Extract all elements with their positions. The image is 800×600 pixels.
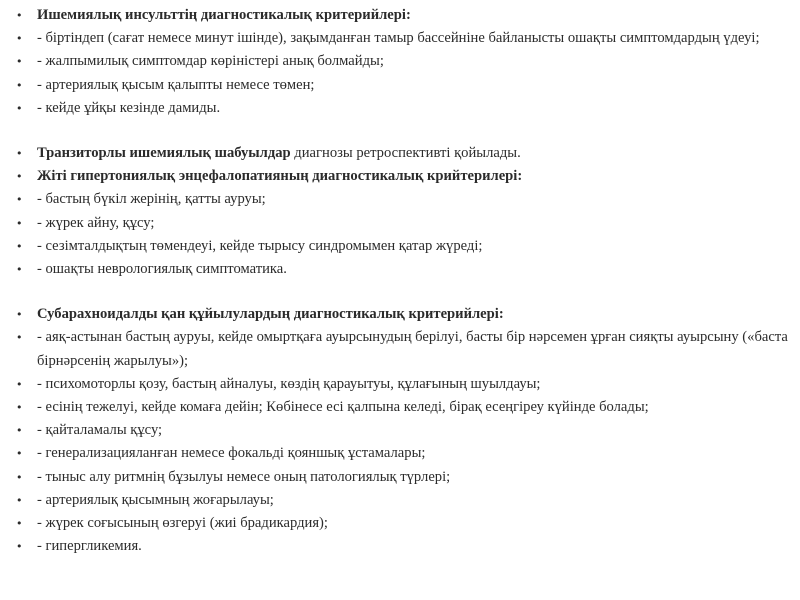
list-item bbox=[13, 535, 795, 558]
list-item bbox=[13, 97, 795, 120]
transient-item bbox=[13, 142, 795, 165]
bullet-dot: • bbox=[16, 147, 23, 161]
list-item-text: - жүрек айну, құсу; bbox=[37, 214, 155, 231]
list-item bbox=[13, 326, 795, 372]
section3-title: Субарахноидалды қан құйылулардың диагностикалық критерийлері: bbox=[37, 306, 504, 323]
list-item-text: - артериялық қысымның жоғарылауы; bbox=[37, 491, 274, 508]
bullet-dot: • bbox=[16, 447, 23, 461]
list-item-text: - аяқ-астынан бастың ауруы, кейде омыртқаға ауырсынудың берілуі, басты бір нәрсемен ұрған сияқты ауырсыну («баста бірнәрсенің жарылуы»); bbox=[37, 329, 788, 369]
bullet-dot: • bbox=[16, 32, 23, 46]
list-item bbox=[13, 512, 795, 535]
list-item-text: - жүрек соғысының өзгеруі (жиі брадикардия); bbox=[37, 515, 328, 532]
section-spacer bbox=[13, 281, 795, 303]
bullet-dot: • bbox=[16, 216, 23, 230]
bullet-dot: • bbox=[16, 308, 23, 322]
list-item bbox=[13, 50, 795, 73]
bullet-dot: • bbox=[16, 401, 23, 415]
bullet-dot: • bbox=[16, 55, 23, 69]
list-item-text: - бастың бүкіл жерінің, қатты ауруы; bbox=[37, 191, 266, 208]
bullet-dot: • bbox=[16, 193, 23, 207]
list-item bbox=[13, 373, 795, 396]
section1-title: Ишемиялық инсульттің диагностикалық критерийлері: bbox=[37, 7, 411, 23]
list-item-text: - психомоторлы қозу, бастың айналуы, көздің қарауытуы, құлағының шуылдауы; bbox=[37, 375, 541, 392]
transient-bold-term: Транзиторлы ишемиялық шабуылдар bbox=[37, 145, 291, 162]
bullet-dot: • bbox=[16, 493, 23, 507]
bullet-dot: • bbox=[16, 377, 23, 391]
bullet-dot: • bbox=[16, 470, 23, 484]
list-item bbox=[13, 419, 795, 442]
bullet-dot: • bbox=[16, 540, 23, 554]
bullet-dot: • bbox=[16, 331, 23, 345]
list-item-text: - сезімталдықтың төмендеуі, кейде тырысу синдромымен қатар жүреді; bbox=[37, 237, 483, 254]
bullet-dot: • bbox=[16, 517, 23, 531]
list-item bbox=[13, 188, 795, 211]
list-item-text: - қайталамалы құсу; bbox=[37, 422, 163, 439]
list-item bbox=[13, 74, 795, 97]
list-item-text: - кейде ұйқы кезінде дамиды. bbox=[37, 99, 221, 116]
list-item-text: - генерализацияланған немесе фокальді қояншық ұстамалары; bbox=[37, 445, 426, 462]
list-item-text: - гипергликемия. bbox=[37, 538, 142, 555]
bullet-dot: • bbox=[16, 424, 23, 438]
list-item-text: - артериялық қысым қалыпты немесе төмен; bbox=[37, 76, 315, 93]
bullet-dot: • bbox=[16, 78, 23, 92]
list-item-text: - ошақты неврологиялық симптоматика. bbox=[37, 261, 287, 278]
list-item-text: - тыныс алу ритмнің бұзылуы немесе оның патологиялық түрлері; bbox=[37, 468, 451, 485]
list-item bbox=[13, 442, 795, 465]
transient-rest-text: диагнозы ретроспективті қойылады. bbox=[290, 145, 521, 162]
list-item bbox=[13, 258, 795, 281]
list-item bbox=[13, 396, 795, 419]
bullet-dot: • bbox=[16, 263, 23, 277]
list-item bbox=[13, 489, 795, 512]
list-item bbox=[13, 235, 795, 258]
bullet-list bbox=[13, 4, 795, 558]
list-item-text: - біртіндеп (сағат немесе минут ішінде), зақымданған тамыр бассейніне байланысты ошақты симптомдардың үдеуі; bbox=[37, 30, 760, 47]
list-item bbox=[13, 212, 795, 235]
section2-title-item bbox=[13, 165, 795, 188]
list-item bbox=[13, 27, 795, 50]
section3-title-item bbox=[13, 303, 795, 326]
section1-title-item bbox=[13, 4, 795, 27]
bullet-dot: • bbox=[16, 239, 23, 253]
list-item-text: - жалпымилық симптомдар көріністері анық болмайды; bbox=[37, 53, 384, 70]
list-item-text: - есінің тежелуі, кейде комаға дейін; Көбінесе есі қалпына келеді, бірақ есеңгіреу күйінде болады; bbox=[37, 399, 649, 416]
list-item bbox=[13, 466, 795, 489]
bullet-dot: • bbox=[16, 9, 23, 22]
section2-title: Жіті гипертониялық энцефалопатияның диагностикалық крийтерилері: bbox=[37, 168, 523, 185]
bullet-dot: • bbox=[16, 101, 23, 115]
section-spacer bbox=[13, 120, 795, 142]
bullet-dot: • bbox=[16, 170, 23, 184]
